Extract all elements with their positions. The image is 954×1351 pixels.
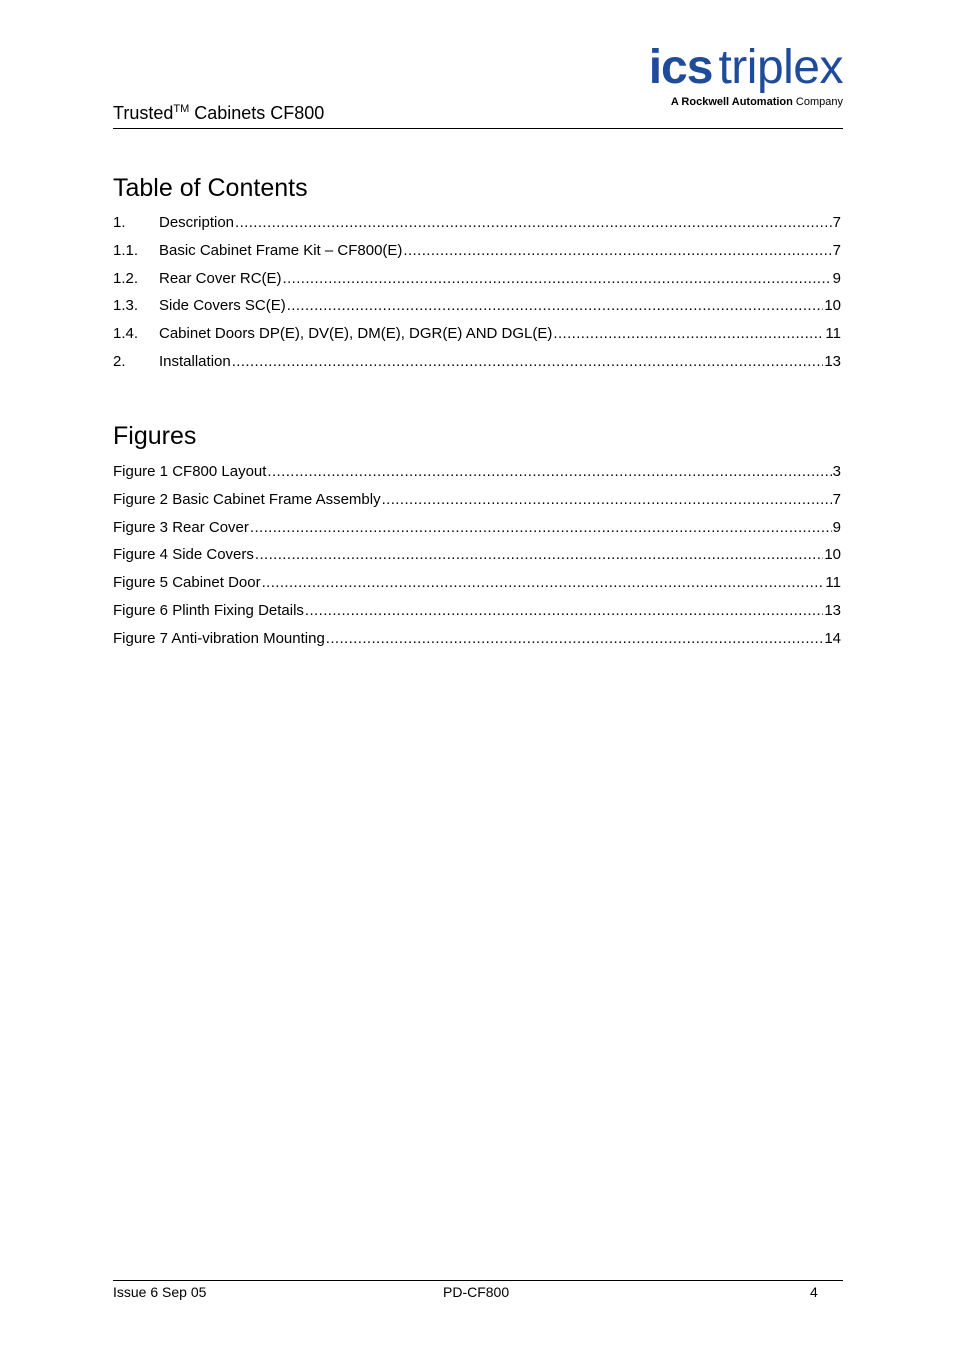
dot-leader [262, 569, 825, 597]
figure-entry[interactable] [113, 597, 841, 625]
footer-doc-id: PD-CF800 [443, 1284, 510, 1300]
dot-leader [255, 541, 823, 569]
entry-number: 1.1. [113, 241, 139, 259]
dot-leader [403, 237, 831, 265]
dot-leader [232, 348, 824, 376]
figure-entry[interactable] [113, 486, 841, 514]
entry-number: 2. [113, 352, 126, 370]
entry-title: Figure 4 Side Covers [113, 546, 254, 564]
ics-triplex-logo [611, 41, 843, 108]
entry-title: Description [159, 214, 235, 231]
toc-entry[interactable] [113, 237, 841, 265]
figures-list [113, 458, 841, 653]
logo-wordmark [611, 41, 843, 94]
entry-page-number: 14 [824, 629, 841, 647]
entry-page-number: 13 [824, 601, 841, 619]
dot-leader [267, 458, 831, 486]
figures-heading: Figures [113, 422, 197, 450]
figure-entry[interactable] [113, 458, 841, 486]
entry-number: 1.4. [113, 325, 139, 343]
entry-title: Figure 6 Plinth Fixing Details [113, 601, 304, 619]
entry-page-number: 10 [824, 546, 841, 564]
entry-title: Cabinet Doors DP(E), DV(E), DM(E), DGR(E) AND DGL(E) [159, 325, 553, 343]
figure-entry[interactable] [113, 541, 841, 569]
entry-title: Figure 3 Rear Cover [113, 518, 249, 536]
dot-leader [287, 292, 824, 320]
logo-triplex: triplex [718, 41, 843, 94]
page-header [113, 40, 843, 129]
entry-number: 1. [113, 214, 126, 231]
footer-issue: Issue 6 Sep 05 [113, 1284, 207, 1300]
entry-number: 1.3. [113, 297, 139, 315]
dot-leader [250, 514, 832, 542]
dot-leader [305, 597, 823, 625]
dot-leader [283, 265, 832, 293]
toc-entry[interactable] [113, 209, 841, 237]
title-main: Trusted [113, 103, 174, 123]
entry-page-number: 11 [825, 574, 841, 592]
entry-page-number: 9 [832, 518, 841, 536]
toc-entry[interactable] [113, 292, 841, 320]
toc-heading: Table of Contents [113, 174, 308, 202]
entry-page-number: 7 [832, 490, 841, 508]
figure-entry[interactable] [113, 569, 841, 597]
entry-title: Installation [159, 352, 231, 370]
entry-title: Figure 5 Cabinet Door [113, 574, 261, 592]
entry-page-number: 7 [832, 214, 841, 231]
entry-page-number: 7 [832, 241, 841, 259]
toc-entry[interactable] [113, 265, 841, 293]
entry-page-number: 3 [832, 463, 841, 480]
logo-ics: ics [648, 41, 713, 94]
entry-page-number: 11 [825, 325, 841, 343]
logo-tagline [611, 96, 843, 108]
dot-leader [382, 486, 832, 514]
entry-number: 1.2. [113, 269, 139, 287]
footer-page-number: 4 [810, 1284, 818, 1300]
entry-title: Figure 7 Anti-vibration Mounting [113, 629, 325, 647]
document-title [113, 103, 324, 124]
logo-tagline-company: Company [795, 96, 843, 108]
entry-title: Figure 1 CF800 Layout [113, 463, 267, 480]
figure-entry[interactable] [113, 514, 841, 542]
trademark-superscript: TM [173, 103, 190, 115]
toc-list [113, 209, 841, 376]
entry-title: Side Covers SC(E) [159, 297, 286, 315]
title-rest: Cabinets CF800 [189, 103, 325, 123]
page-footer [113, 1280, 843, 1300]
dot-leader [235, 209, 832, 237]
entry-page-number: 13 [824, 352, 841, 370]
entry-title: Figure 2 Basic Cabinet Frame Assembly [113, 490, 381, 508]
figure-entry[interactable] [113, 625, 841, 653]
toc-entry[interactable] [113, 320, 841, 348]
entry-page-number: 10 [824, 297, 841, 315]
dot-leader [326, 625, 824, 653]
entry-page-number: 9 [832, 269, 841, 287]
logo-tagline-bold: A Rockwell Automation [670, 96, 793, 108]
toc-entry[interactable] [113, 348, 841, 376]
entry-title: Rear Cover RC(E) [159, 269, 282, 287]
dot-leader [553, 320, 824, 348]
entry-title: Basic Cabinet Frame Kit – CF800(E) [159, 241, 403, 259]
